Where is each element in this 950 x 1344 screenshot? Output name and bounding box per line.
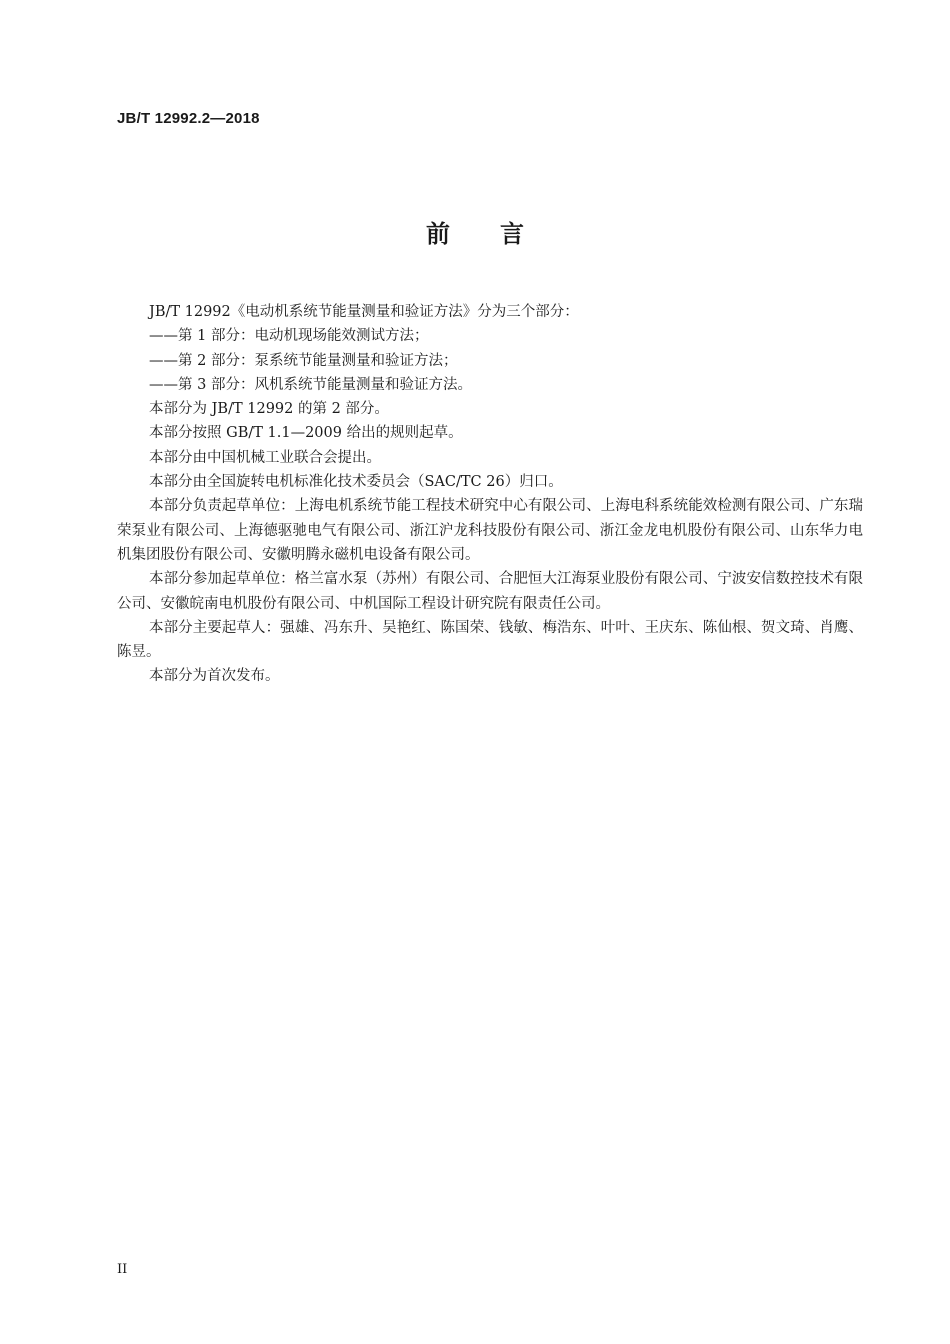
paragraph-first-release: 本部分为首次发布。 [149,668,280,685]
title-char-1: 前 [426,220,450,248]
paragraph-part-2: ——第 2 部分：泵系统节能量测量和验证方法； [149,352,458,369]
paragraph-participating-units: 本部分参加起草单位：格兰富水泵（苏州）有限公司、合肥恒大江海泵业股份有限公司、宁波安信数控技术有限公司、安徽皖南电机股份有限公司、中机国际工程设计研究院有限责任公司。 [117,571,863,612]
paragraph-proposed-by: 本部分由中国机械工业联合会提出。 [149,449,381,466]
paragraph-drafting-rules: 本部分按照 GB/T 1.1—2009 给出的规则起草。 [149,425,463,442]
preface-body [117,300,863,689]
paragraph-responsible-units: 本部分负责起草单位：上海电机系统节能工程技术研究中心有限公司、上海电科系统能效检测有限公司、广东瑞荣泵业有限公司、上海德驱驰电气有限公司、浙江沪龙科技股份有限公司、浙江金龙电机股份有限公司、山东华力电机集团股份有限公司、安徽明腾永磁机电设备有限公司。 [117,498,863,563]
paragraph-parts-intro: JB/T 12992《电动机系统节能量测量和验证方法》分为三个部分： [149,304,579,320]
page-title [0,214,950,249]
paragraph-main-drafters: 本部分主要起草人：强雄、冯东升、吴艳红、陈国荣、钱敏、梅浩东、叶叶、王庆东、陈仙根、贺文琦、肖鹰、陈昱。 [117,619,863,661]
standard-code: JB/T 12992.2—2018 [117,110,260,127]
paragraph-part-1: ——第 1 部分：电动机现场能效测试方法； [149,328,429,345]
paragraph-part-3: ——第 3 部分：风机系统节能量测量和验证方法。 [149,376,472,393]
paragraph-this-part: 本部分为 JB/T 12992 的第 2 部分。 [149,401,389,418]
page-number: II [117,1262,128,1277]
paragraph-under-jurisdiction: 本部分由全国旋转电机标准化技术委员会（SAC/TC 26）归口。 [149,474,563,491]
title-char-2: 言 [500,220,524,248]
